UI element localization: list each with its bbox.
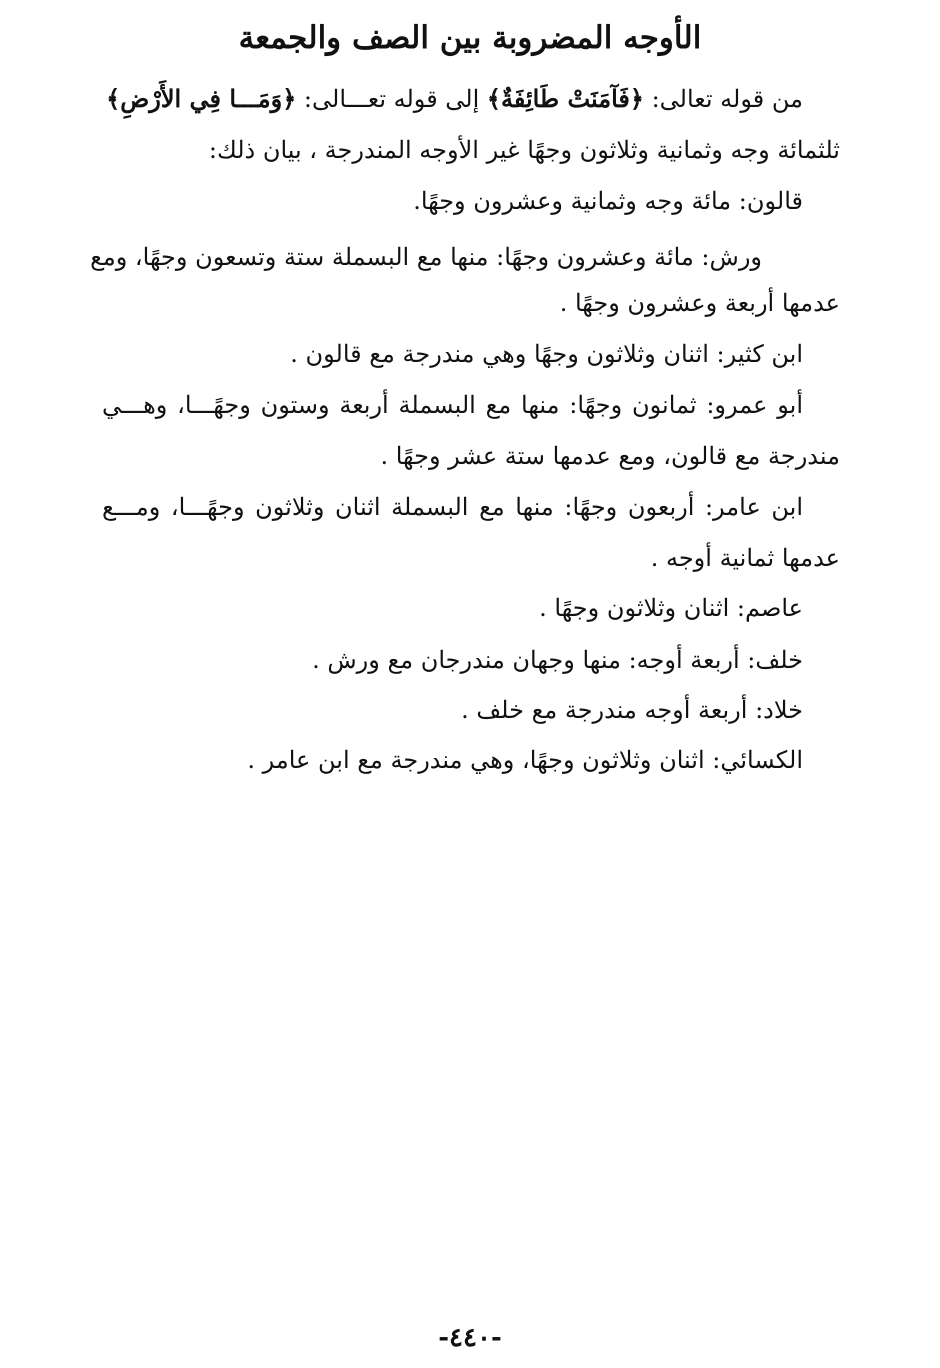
intro-connector: إلى قوله تعـــالى:	[296, 85, 487, 113]
asim-line: عاصم: اثنان وثلاثون وجهًا .	[539, 594, 803, 622]
ibn-amir-line-cont: عدمها ثمانية أوجه .	[650, 544, 840, 572]
page-title: الأوجه المضروبة بين الصف والجمعة	[238, 20, 702, 56]
khalaf-line: خلف: أربعة أوجه: منها وجهان مندرجان مع ورش .	[312, 646, 803, 674]
kisai-line: الكسائي: اثنان وثلاثون وجهًا، وهي مندرجة مع ابن عامر .	[247, 746, 803, 774]
text-line-2: ثلثمائة وجه وثمانية وثلاثون وجهًا غير الأوجه المندرجة ، بيان ذلك:	[208, 136, 840, 164]
ibn-amir-line: ابن عامر: أربعون وجهًا: منها مع البسملة اثنان وثلاثون وجهًـــا، ومـــع	[102, 493, 804, 521]
intro-text: من قوله تعالى:	[643, 85, 803, 113]
quran-verse-start: ﴿فَآمَنَتْ طَائِفَةٌ﴾	[486, 84, 644, 113]
abu-amr-line-cont: مندرجة مع قالون، ومع عدمها ستة عشر وجهًا .	[380, 442, 840, 470]
warsh-line: ورش: مائة وعشرون وجهًا: منها مع البسملة ستة وتسعون وجهًا، ومع	[90, 243, 762, 271]
warsh-line-cont: عدمها أربعة وعشرون وجهًا .	[559, 289, 840, 317]
khallad-line: خلاد: أربعة أوجه مندرجة مع خلف .	[461, 696, 803, 724]
quran-verse-end: ﴿وَمَـــا فِي الأَرْضِ﴾	[106, 84, 297, 113]
page-number: -٤٤٠-	[438, 1323, 502, 1353]
ibn-kathir-line: ابن كثير: اثنان وثلاثون وجهًا وهي مندرجة مع قالون .	[290, 340, 803, 368]
text-line-1	[106, 79, 803, 119]
abu-amr-line: أبو عمرو: ثمانون وجهًا: منها مع البسملة أربعة وستون وجهًـــا، وهـــي	[102, 391, 803, 419]
qalun-line: قالون: مائة وجه وثمانية وعشرون وجهًا.	[413, 187, 803, 215]
